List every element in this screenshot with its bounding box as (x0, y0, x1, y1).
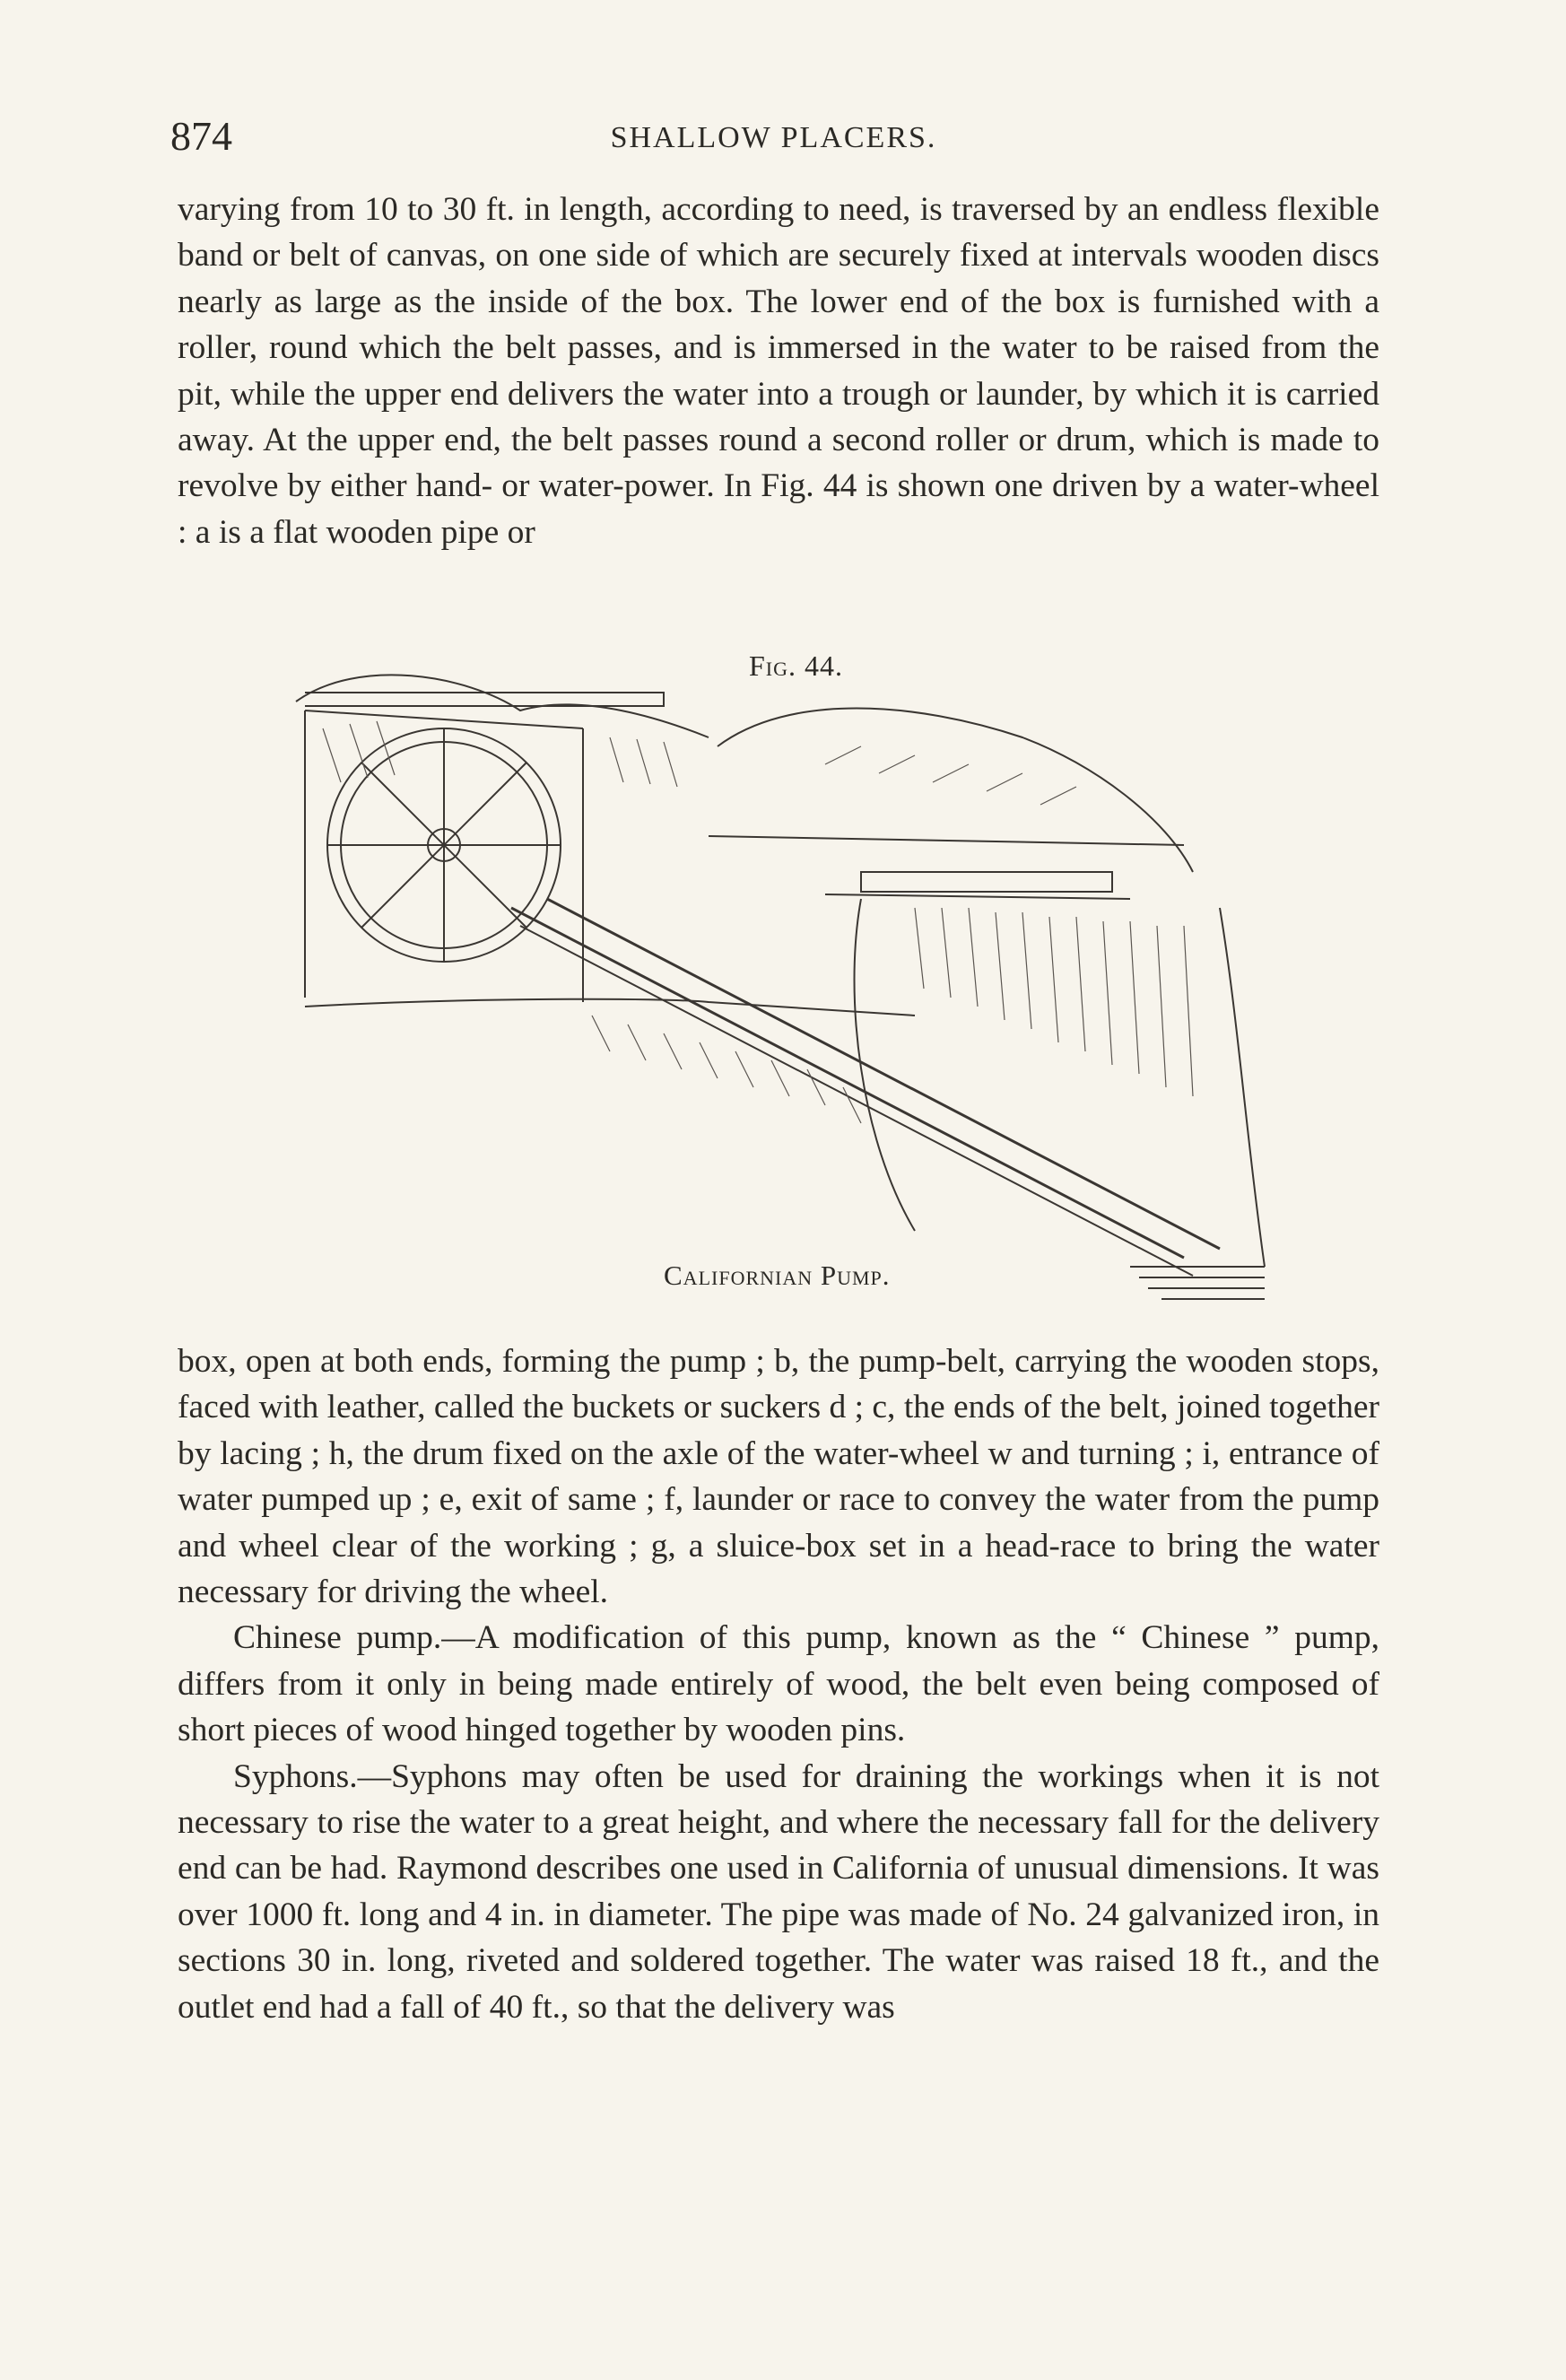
paragraph-syphons: Syphons.—Syphons may often be used for draining the workings when it is not necessary to rise the water to a great height, and where the necessary fall for the delivery end can be had. Raymond describes one used in California of unusual dimensions. It was over 1000 ft. long and 4 in. in diameter. The pipe was made of No. 24 galvanized iron, in sections 30 in. long, riveted and soldered together. The water was raised 18 ft., and the outlet end had a fall of 40 ft., so that the delivery was (178, 1757, 1379, 2026)
text-block-bottom (178, 1338, 1379, 2030)
paragraph-chinese-pump: Chinese pump.—A modification of this pump, known as the “ Chinese ” pump, differs from it only in being made entirely of wood, the belt even being composed of short pieces of wood hinged together by wooden pins. (178, 1619, 1379, 1749)
figure-label: Fig. 44. (749, 649, 844, 682)
californian-pump-illustration (287, 639, 1292, 1321)
paragraph-intro: varying from 10 to 30 ft. in length, according to need, is traversed by an endless flexible band or belt of canvas, on one side of which are securely fixed at intervals wooden discs nearly as large as the inside of the box. The lower end of the box is furnished with a roller, round which the belt passes, and is immersed in the water to be raised from the pit, while the upper end delivers the water into a trough or launder, by which it is carried away. At the upper end, the belt passes round a second roller or drum, which is made to revolve by either hand- or water-power. In Fig. 44 is shown one driven by a water-wheel : a is a flat wooden pipe or (178, 191, 1379, 551)
running-head: SHALLOW PLACERS. (610, 121, 937, 154)
figure-caption: Californian Pump. (664, 1260, 891, 1291)
paragraph-figure-key: box, open at both ends, forming the pump ; b, the pump-belt, carrying the wooden stops, faced with leather, called the buckets or suckers d ; c, the ends of the belt, joined together by lacing ; h, the drum fixed on the axle of the water-wheel w and turning ; i, entrance of water pumped up ; e, exit of same ; f, launder or race to convey the water from the pump and wheel clear of the working ; g, a sluice-box set in a head-race to bring the water necessary for driving the wheel. (178, 1343, 1379, 1611)
figure-44 (287, 639, 1292, 1321)
page-number: 874 (170, 113, 232, 159)
page-header (170, 112, 1377, 166)
text-block-top (178, 187, 1379, 555)
